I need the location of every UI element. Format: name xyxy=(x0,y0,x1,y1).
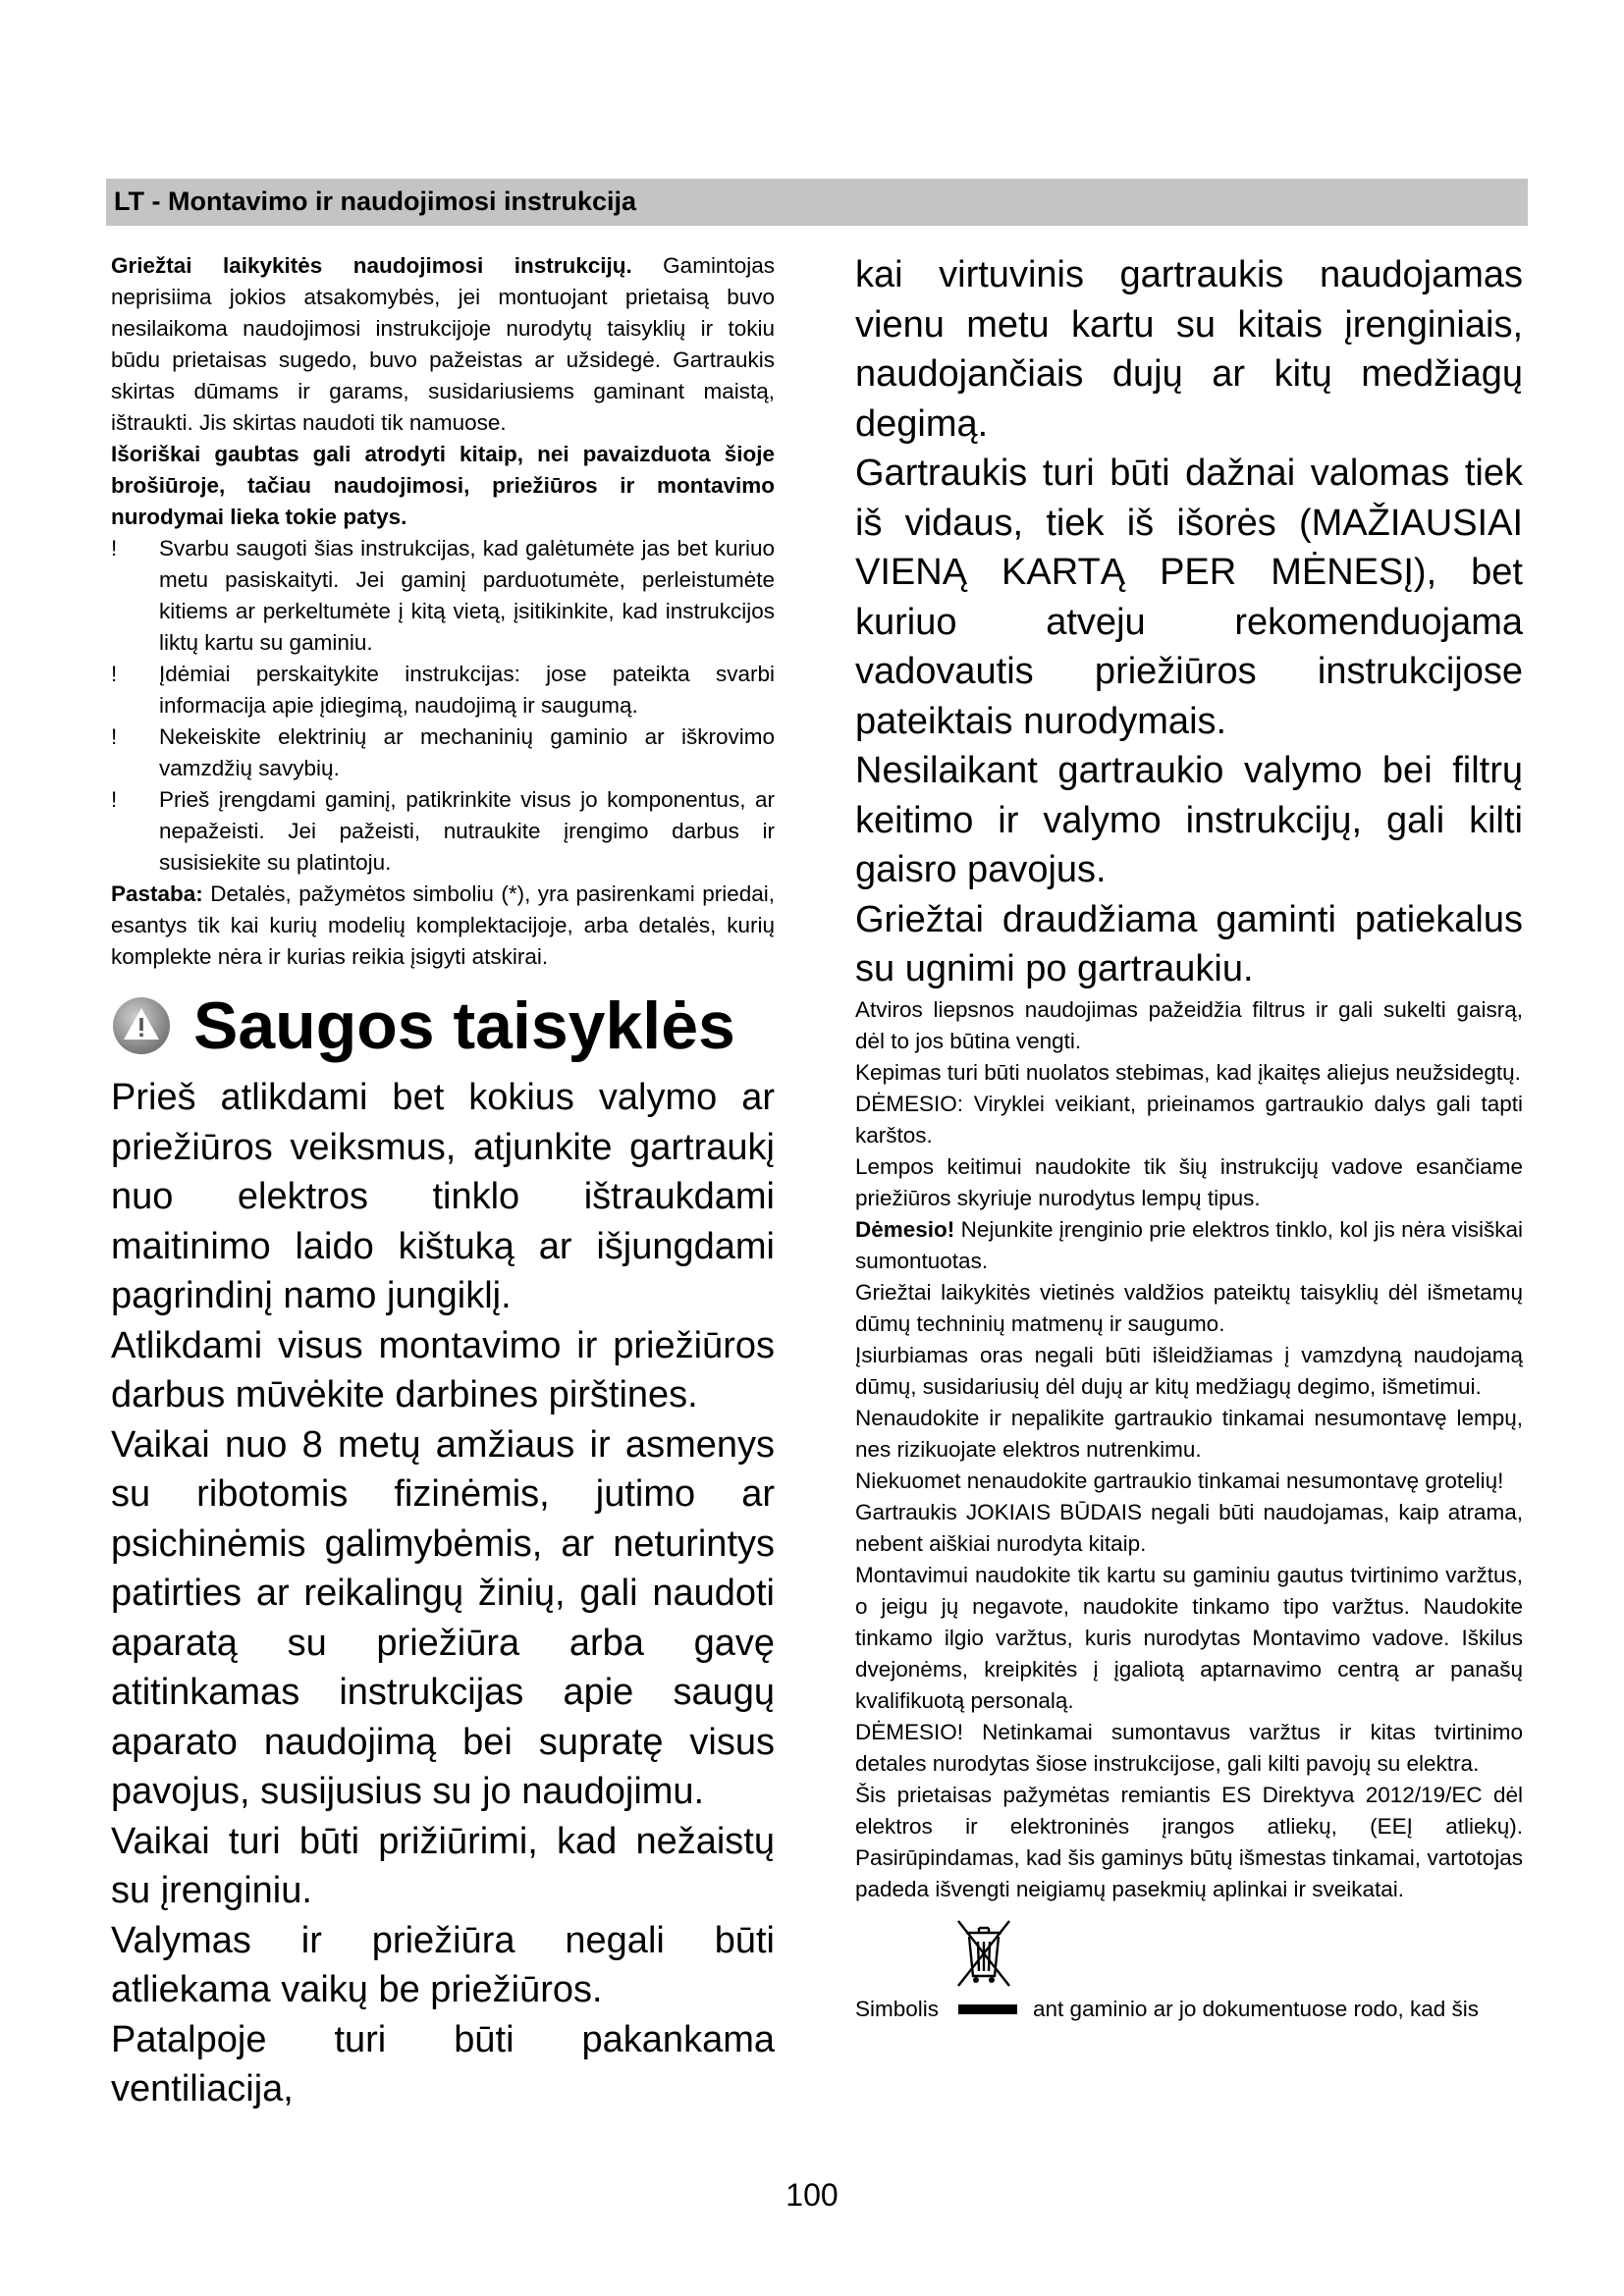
section-title: Saugos taisyklės xyxy=(193,988,735,1063)
rule-paragraph: Kepimas turi būti nuolatos stebimas, kad įkaitęs aliejus neužsidegtų. xyxy=(855,1059,1521,1085)
bullet-mark: ! xyxy=(111,662,118,686)
safety-paragraph: Nesilaikant gartraukio valymo bei filtrų keitimo ir valymo instrukcijų, gali kilti gaisro pavojus. xyxy=(855,750,1523,890)
symbol-label: Simbolis xyxy=(855,1996,940,2021)
rule-paragraph: DĖMESIO! Netinkamai sumontavus varžtus ir kitas tvirtinimo detales nurodytas šiose instrukcijose, gali kilti pavojų su elektra. xyxy=(855,1719,1523,1776)
rule-paragraph: Niekuomet nenaudokite gartraukio tinkamai nesumontavę grotelių! xyxy=(855,1468,1504,1493)
bullet-mark: ! xyxy=(111,536,118,561)
safety-paragraph: Gartraukis turi būti dažnai valomas tiek iš vidaus, tiek iš išorės (MAŽIAUSIAI VIENĄ KARTĄ PER MĖNESĮ), bet kuriuo atveju rekomenduojama vadovautis priežiūros instrukcijose pateiktais nurodymais. xyxy=(855,453,1523,742)
left-column xyxy=(111,250,775,2114)
note-label: Pastaba: xyxy=(111,881,203,906)
note-text: Detalės, pažymėtos simboliu (*), yra pasirenkami priedai, esantys tik kai kurių modelių komplektacijoje, arba detalės, kurių komplekte nėra ir kurias reikia įsigyti atskirai. xyxy=(111,881,775,969)
safety-paragraph: Patalpoje turi būti pakankama ventiliacija, xyxy=(111,2018,775,2109)
rule-paragraph: Nenaudokite ir nepalikite gartraukio tinkamai nesumontavę lempų, nes rizikuojate elektros nutrenkimu. xyxy=(855,1405,1523,1462)
rule-paragraph: Gartraukis JOKIAIS BŪDAIS negali būti naudojamas, kaip atrama, nebent aiškiai nurodyta kitaip. xyxy=(855,1499,1523,1556)
bullet-item xyxy=(111,533,775,659)
right-column xyxy=(855,250,1523,2025)
note-paragraph xyxy=(111,879,775,973)
safety-paragraph: Atlikdami visus montavimo ir priežiūros darbus mūvėkite darbines pirštines. xyxy=(111,1324,775,1415)
safety-paragraph: Vaikai turi būti prižiūrimi, kad nežaistų su įrenginiu. xyxy=(111,1820,775,1911)
safety-paragraph: Griežtai draudžiama gaminti patiekalus su ugnimi po gartraukiu. xyxy=(855,898,1523,989)
rule-paragraph: Atviros liepsnos naudojimas pažeidžia filtrus ir gali sukelti gaisrą, dėl to jos būtina vengti. xyxy=(855,996,1523,1053)
safety-paragraph: Vaikai nuo 8 metų amžiaus ir asmenys su ribotomis fizinėmis, jutimo ar psichinėmis galimybėmis, ar neturintys patirties ar reikalingų žinių, gali naudoti aparatą su priežiūra arba gavę atitinkamas instrukcijas apie saugų aparato naudojimą bei supratę visus pavojus, susijusius su jo naudojimu. xyxy=(111,1423,775,1812)
attention-text: Nejunkite įrenginio prie elektros tinklo, kol jis nėra visiškai sumontuotas. xyxy=(855,1216,1523,1273)
attention-paragraph xyxy=(855,1214,1523,1277)
bullet-item xyxy=(111,784,775,879)
crossed-out-bin-icon xyxy=(952,1915,1015,1994)
rule-paragraph: Montavimui naudokite tik kartu su gaminiu gautus tvirtinimo varžtus, o jeigu jų negavote, naudokite tinkamo tipo varžtus. Naudokite tinkamo ilgio varžtus, kuris nurodytas Montavimo vadove. Iškilus dvejonėms, kreipkitės į įgaliotą aptarnavimo centrą ar panašų kvalifikuotą personalą. xyxy=(855,1562,1523,1713)
header-bar xyxy=(106,179,1528,226)
intro-text: Gamintojas neprisiima jokios atsakomybės, jei montuojant prietaisą buvo nesilaikoma naudojimosi instrukcijoje nurodytų taisyklių ir tokiu būdu prietaisas sugedo, buvo pažeistas ar užsidegė. Gartraukis skirtas dūmams ir garams, susidariusiems gaminant maistą, ištraukti. Jis skirtas naudoti tik namuose. xyxy=(111,253,775,435)
warning-triangle-icon xyxy=(111,995,172,1056)
attention-label: Dėmesio! xyxy=(855,1216,955,1242)
rule-paragraph: Šis prietaisas pažymėtas remiantis ES Direktyva 2012/19/EC dėl elektros ir elektroninės įrangos atliekų, (EEĮ atliekų). Pasirūpindamas, kad šis gaminys būtų išmestas tinkamai, vartotojas padeda išvengti neigiamų pasekmių aplinkai ir sveikatai. xyxy=(855,1782,1523,1901)
page-title: LT - Montavimo ir naudojimosi instrukcija xyxy=(114,187,637,216)
rule-paragraph: Lempos keitimui naudokite tik šių instrukcijų vadove esančiame priežiūros skyriuje nurodytus lempų tipus. xyxy=(855,1153,1523,1210)
bullet-text: Prieš įrengdami gaminį, patikrinkite visus jo komponentus, ar nepažeisti. Jei pažeisti, nutraukite įrengimo darbus ir susisiekite su platintoju. xyxy=(159,787,775,875)
symbol-bar-icon xyxy=(958,2004,1017,2014)
page-number: 100 xyxy=(785,2177,839,2213)
safety-section-heading xyxy=(111,987,775,1065)
intro-bold: Griežtai laikykitės naudojimosi instrukcijų. xyxy=(111,253,632,278)
bullet-text: Įdėmiai perskaitykite instrukcijas: jose pateikta svarbi informacija apie įdiegimą, naudojimą ir saugumą. xyxy=(159,662,775,718)
rule-paragraph: DĖMESIO: Viryklei veikiant, prieinamos gartraukio dalys gali tapti karštos. xyxy=(855,1091,1523,1148)
appearance-notice: Išoriškai gaubtas gali atrodyti kitaip, nei pavaizduota šioje brošiūroje, tačiau naudojimosi, priežiūros ir montavimo nurodymai lieka tokie patys. xyxy=(111,442,775,529)
bullet-text: Nekeiskite elektrinių ar mechaninių gaminio ar iškrovimo vamzdžių savybių. xyxy=(159,724,775,780)
bullet-mark: ! xyxy=(111,787,118,812)
rule-paragraph: Griežtai laikykitės vietinės valdžios pateiktų taisyklių dėl išmetamų dūmų techninių matmenų ir saugumo. xyxy=(855,1279,1523,1336)
symbol-line xyxy=(855,1994,1523,2025)
bullet-item xyxy=(111,659,775,721)
symbol-text: ant gaminio ar jo dokumentuose rodo, kad šis xyxy=(1033,1996,1480,2021)
intro-paragraph xyxy=(111,250,775,439)
bullet-mark: ! xyxy=(111,724,118,749)
bullet-item xyxy=(111,721,775,784)
safety-paragraph: Prieš atlikdami bet kokius valymo ar priežiūros veiksmus, atjunkite gartraukį nuo elektros tinklo ištraukdami maitinimo laido kištuką ar išjungdami pagrindinį namo jungiklį. xyxy=(111,1077,775,1316)
bullet-text: Svarbu saugoti šias instrukcijas, kad galėtumėte jas bet kuriuo metu pasiskaityti. Jei gaminį parduotumėte, perleistumėte kitiems ar perkeltumėte į kitą vietą, įsitikinkite, kad instrukcijos liktų kartu su gaminiu. xyxy=(159,536,775,655)
safety-paragraph: Valymas ir priežiūra negali būti atliekama vaikų be priežiūros. xyxy=(111,1919,775,2010)
safety-paragraph: kai virtuvinis gartraukis naudojamas vienu metu kartu su kitais įrenginiais, naudojančiais dujų ar kitų medžiagų degimą. xyxy=(855,254,1523,445)
rule-paragraph: Įsiurbiamas oras negali būti išleidžiamas į vamzdyną naudojamą dūmų, susidariusių dėl dujų ar kitų medžiagų degimo, išmetimui. xyxy=(855,1342,1523,1399)
